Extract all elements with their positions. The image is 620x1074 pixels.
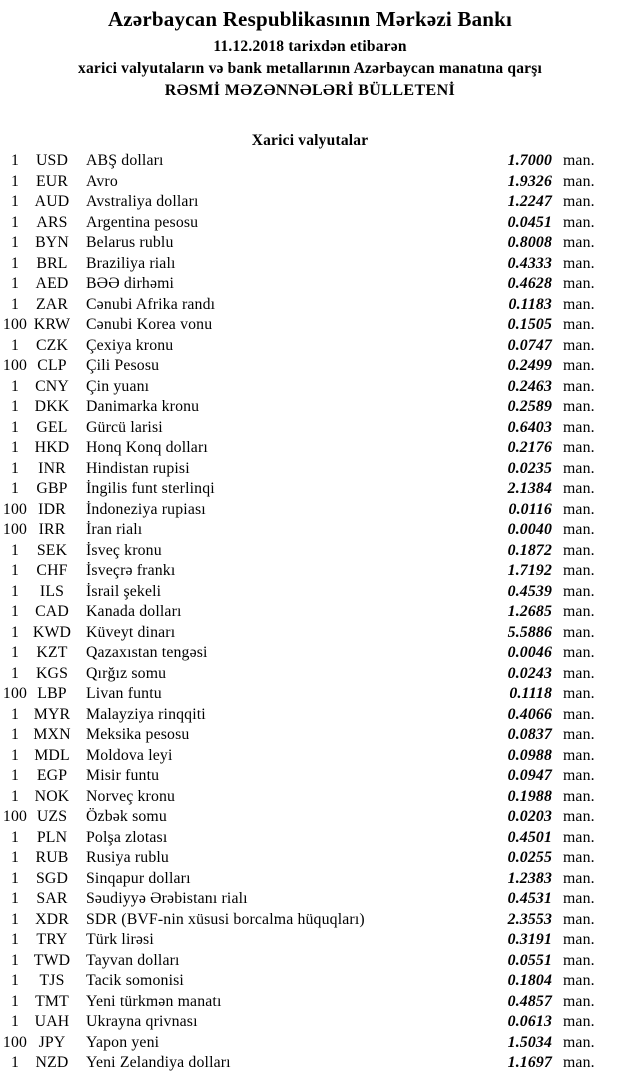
currency-quantity: 100 xyxy=(2,316,28,334)
currency-row xyxy=(0,971,620,992)
rate-value: 1.2383 xyxy=(507,869,552,887)
rate-value: 0.0988 xyxy=(507,746,552,764)
currency-quantity: 1 xyxy=(10,705,20,723)
rate-value: 0.1118 xyxy=(509,685,552,703)
currency-quantity: 1 xyxy=(10,213,20,231)
currency-name: Misir funtu xyxy=(86,767,160,785)
currency-name: Cənubi Afrika randı xyxy=(86,295,216,313)
currency-quantity: 1 xyxy=(10,480,20,498)
currency-row xyxy=(0,1033,620,1054)
bulletin-subtitle: xarici valyutaların və bank metallarının Azərbaycan manatına qarşı xyxy=(78,60,542,77)
currency-name: Livan funtu xyxy=(86,685,162,703)
currency-quantity: 1 xyxy=(10,172,20,190)
unit-label: man. xyxy=(563,664,595,682)
currency-code: ILS xyxy=(39,582,65,600)
currency-name: Yapon yeni xyxy=(86,1033,160,1051)
currency-row xyxy=(0,828,620,849)
currency-name: Tacik somonisi xyxy=(86,972,184,990)
unit-label: man. xyxy=(563,213,595,231)
currency-row xyxy=(0,910,620,931)
currency-quantity: 1 xyxy=(10,951,20,969)
currency-name: Meksika pesosu xyxy=(86,726,190,744)
rate-value: 0.1183 xyxy=(508,295,552,313)
currency-row xyxy=(0,992,620,1013)
currency-name: Özbək somu xyxy=(86,808,167,826)
currency-name: ABŞ dolları xyxy=(86,152,164,170)
currency-code: BYN xyxy=(35,234,69,252)
rate-value: 0.0243 xyxy=(507,664,552,682)
rate-value: 0.2463 xyxy=(507,377,552,395)
rate-value: 1.7192 xyxy=(507,562,552,580)
currency-quantity: 1 xyxy=(10,910,20,928)
currency-row xyxy=(0,192,620,213)
currency-row xyxy=(0,1053,620,1074)
currency-code: LBP xyxy=(37,685,67,703)
currency-row xyxy=(0,377,620,398)
unit-label: man. xyxy=(563,480,595,498)
rate-value: 0.2176 xyxy=(507,439,552,457)
rate-value: 5.5886 xyxy=(507,623,552,641)
unit-label: man. xyxy=(563,1033,595,1051)
currency-row xyxy=(0,889,620,910)
currency-name: Belarus rublu xyxy=(86,234,174,252)
bank-title: Azərbaycan Respublikasının Mərkəzi Bankı xyxy=(107,7,513,31)
currency-row xyxy=(0,602,620,623)
currency-quantity: 1 xyxy=(10,439,20,457)
rate-value: 1.5034 xyxy=(507,1033,552,1051)
currency-code: UAH xyxy=(34,1013,70,1031)
currency-quantity: 1 xyxy=(10,849,20,867)
currency-code: CNY xyxy=(35,377,69,395)
currency-quantity: 1 xyxy=(10,603,20,621)
currency-row xyxy=(0,951,620,972)
unit-label: man. xyxy=(563,172,595,190)
rate-value: 0.4628 xyxy=(507,275,552,293)
currency-code: TMT xyxy=(35,992,69,1010)
currency-code: MXN xyxy=(33,726,71,744)
unit-label: man. xyxy=(563,808,595,826)
rate-value: 0.1804 xyxy=(507,972,552,990)
currency-code: SGD xyxy=(35,869,69,887)
currency-row xyxy=(0,438,620,459)
currency-name: Rusiya rublu xyxy=(86,849,169,867)
effective-date: 11.12.2018 tarixdən etibarən xyxy=(213,38,407,55)
currency-quantity: 1 xyxy=(10,623,20,641)
currency-name: Ukrayna qrivnası xyxy=(86,1013,198,1031)
currency-quantity: 1 xyxy=(10,972,20,990)
rate-value: 0.0837 xyxy=(507,726,552,744)
rate-value: 0.0947 xyxy=(507,767,552,785)
currency-quantity: 1 xyxy=(10,275,20,293)
currency-row xyxy=(0,1012,620,1033)
currency-code: INR xyxy=(38,459,66,477)
currency-quantity: 1 xyxy=(10,890,20,908)
currency-code: NOK xyxy=(34,787,70,805)
currency-quantity: 1 xyxy=(10,644,20,662)
unit-label: man. xyxy=(563,931,595,949)
currency-code: KWD xyxy=(32,623,72,641)
currency-name: Küveyt dinarı xyxy=(86,623,176,641)
unit-label: man. xyxy=(563,500,595,518)
currency-code: KRW xyxy=(33,316,71,334)
currency-name: İran rialı xyxy=(86,521,143,539)
currency-quantity: 1 xyxy=(10,767,20,785)
currency-quantity: 1 xyxy=(10,992,20,1010)
currency-row xyxy=(0,479,620,500)
unit-label: man. xyxy=(563,418,595,436)
currency-code: AUD xyxy=(34,193,70,211)
currency-quantity: 100 xyxy=(2,357,28,375)
currency-quantity: 1 xyxy=(10,726,20,744)
currency-code: EUR xyxy=(35,172,69,190)
currency-code: TRY xyxy=(36,931,68,949)
rate-value: 0.0046 xyxy=(507,644,552,662)
currency-name: Sinqapur dolları xyxy=(86,869,191,887)
currency-row xyxy=(0,787,620,808)
currency-code: CAD xyxy=(35,603,69,621)
currency-quantity: 1 xyxy=(10,1054,20,1072)
currency-name: Türk lirəsi xyxy=(86,931,154,949)
currency-quantity: 1 xyxy=(10,931,20,949)
currency-name: İndoneziya rupiası xyxy=(86,500,206,518)
unit-label: man. xyxy=(563,521,595,539)
rate-value: 0.4531 xyxy=(507,890,552,908)
currency-code: IDR xyxy=(38,500,66,518)
currency-quantity: 1 xyxy=(10,459,20,477)
currency-name: Qırğız somu xyxy=(86,664,167,682)
currency-row xyxy=(0,746,620,767)
currency-name: Kanada dolları xyxy=(86,603,182,621)
currency-name: Argentina pesosu xyxy=(86,213,199,231)
rate-value: 0.2589 xyxy=(507,398,552,416)
currency-code: KGS xyxy=(35,664,69,682)
rate-value: 1.1697 xyxy=(507,1054,552,1072)
currency-quantity: 1 xyxy=(10,746,20,764)
currency-quantity: 1 xyxy=(10,418,20,436)
unit-label: man. xyxy=(563,562,595,580)
currency-code: CZK xyxy=(35,336,69,354)
currency-name: Yeni Zelandiya dolları xyxy=(86,1054,231,1072)
currency-code: XDR xyxy=(35,910,69,928)
currency-row xyxy=(0,356,620,377)
unit-label: man. xyxy=(563,972,595,990)
unit-label: man. xyxy=(563,439,595,457)
unit-label: man. xyxy=(563,398,595,416)
unit-label: man. xyxy=(563,992,595,1010)
currency-name: Malayziya rinqqiti xyxy=(86,705,206,723)
currency-code: IRR xyxy=(38,521,66,539)
currency-code: RUB xyxy=(35,849,69,867)
currency-code: MDL xyxy=(34,746,70,764)
currency-row xyxy=(0,520,620,541)
currency-name: Braziliya rialı xyxy=(86,254,176,272)
currency-code: GBP xyxy=(36,480,68,498)
rate-value: 0.2499 xyxy=(507,357,552,375)
rate-value: 0.3191 xyxy=(507,931,552,949)
rate-value: 0.8008 xyxy=(507,234,552,252)
currency-row xyxy=(0,315,620,336)
unit-label: man. xyxy=(563,193,595,211)
rate-value: 0.4501 xyxy=(507,828,552,846)
rate-value: 0.0613 xyxy=(507,1013,552,1031)
rate-value: 0.0116 xyxy=(508,500,552,518)
currency-name: Çili Pesosu xyxy=(86,357,160,375)
section-title-foreign-currencies: Xarici valyutalar xyxy=(251,132,369,149)
currency-row xyxy=(0,459,620,480)
currency-name: Moldova leyi xyxy=(86,746,173,764)
currency-row xyxy=(0,151,620,172)
currency-name: Avstraliya dolları xyxy=(86,193,199,211)
currency-row xyxy=(0,418,620,439)
currency-quantity: 1 xyxy=(10,787,20,805)
currency-quantity: 1 xyxy=(10,295,20,313)
currency-name: Gürcü larisi xyxy=(86,418,163,436)
currency-quantity: 100 xyxy=(2,1033,28,1051)
unit-label: man. xyxy=(563,746,595,764)
currency-quantity: 1 xyxy=(10,582,20,600)
currency-quantity: 1 xyxy=(10,562,20,580)
currency-row xyxy=(0,725,620,746)
currency-name: Səudiyyə Ərəbistanı rialı xyxy=(86,890,248,908)
rate-value: 0.0235 xyxy=(507,459,552,477)
currency-name: Honq Konq dolları xyxy=(86,439,208,457)
unit-label: man. xyxy=(563,541,595,559)
rate-value: 0.6403 xyxy=(507,418,552,436)
rate-value: 1.2685 xyxy=(507,603,552,621)
currency-code: SEK xyxy=(36,541,68,559)
currency-name: Polşa zlotası xyxy=(86,828,168,846)
currency-quantity: 100 xyxy=(2,500,28,518)
rate-value: 0.1988 xyxy=(507,787,552,805)
currency-code: MYR xyxy=(33,705,71,723)
rate-value: 2.3553 xyxy=(507,910,552,928)
unit-label: man. xyxy=(563,377,595,395)
currency-row xyxy=(0,766,620,787)
unit-label: man. xyxy=(563,767,595,785)
currency-quantity: 1 xyxy=(10,1013,20,1031)
unit-label: man. xyxy=(563,234,595,252)
rate-value: 0.0203 xyxy=(507,808,552,826)
currency-row xyxy=(0,541,620,562)
unit-label: man. xyxy=(563,685,595,703)
currency-name: SDR (BVF-nin xüsusi borcalma hüquqları) xyxy=(86,910,365,928)
currency-code: GEL xyxy=(36,418,68,436)
currency-name: Cənubi Korea vonu xyxy=(86,316,213,334)
currency-row xyxy=(0,561,620,582)
currency-name: Çin yuanı xyxy=(86,377,150,395)
unit-label: man. xyxy=(563,603,595,621)
unit-label: man. xyxy=(563,623,595,641)
currency-name: İngilis funt sterlinqi xyxy=(86,480,215,498)
unit-label: man. xyxy=(563,275,595,293)
currency-code: EGP xyxy=(36,767,68,785)
currency-row xyxy=(0,664,620,685)
currency-quantity: 100 xyxy=(2,808,28,826)
currency-code: ARS xyxy=(36,213,68,231)
unit-label: man. xyxy=(563,254,595,272)
currency-row xyxy=(0,397,620,418)
rate-value: 0.1872 xyxy=(507,541,552,559)
currency-name: Avro xyxy=(86,172,118,190)
currency-row xyxy=(0,930,620,951)
currency-code: SAR xyxy=(36,890,68,908)
currency-row xyxy=(0,623,620,644)
currency-quantity: 1 xyxy=(10,828,20,846)
currency-row xyxy=(0,807,620,828)
currency-row xyxy=(0,582,620,603)
unit-label: man. xyxy=(563,705,595,723)
currency-row xyxy=(0,254,620,275)
unit-label: man. xyxy=(563,295,595,313)
currency-row xyxy=(0,500,620,521)
currency-row xyxy=(0,705,620,726)
rate-value: 0.4539 xyxy=(507,582,552,600)
currency-quantity: 1 xyxy=(10,541,20,559)
currency-row xyxy=(0,684,620,705)
unit-label: man. xyxy=(563,890,595,908)
currency-row xyxy=(0,172,620,193)
unit-label: man. xyxy=(563,951,595,969)
rate-value: 0.4857 xyxy=(507,992,552,1010)
currency-quantity: 1 xyxy=(10,336,20,354)
currency-code: USD xyxy=(35,152,69,170)
currency-quantity: 100 xyxy=(2,685,28,703)
currency-row xyxy=(0,643,620,664)
currency-code: DKK xyxy=(34,398,70,416)
currency-code: AED xyxy=(35,275,69,293)
currency-row xyxy=(0,213,620,234)
currency-name: Norveç kronu xyxy=(86,787,176,805)
rate-value: 0.0551 xyxy=(507,951,552,969)
currency-quantity: 1 xyxy=(10,398,20,416)
currency-row xyxy=(0,295,620,316)
currency-code: NZD xyxy=(35,1054,69,1072)
unit-label: man. xyxy=(563,1054,595,1072)
currency-quantity: 1 xyxy=(10,152,20,170)
rate-value: 1.9326 xyxy=(507,172,552,190)
currency-code: HKD xyxy=(34,439,70,457)
bulletin-title: RƏSMİ MƏZƏNNƏLƏRİ BÜLLETENİ xyxy=(164,82,456,99)
currency-code: TWD xyxy=(33,951,71,969)
currency-quantity: 100 xyxy=(2,521,28,539)
currency-quantity: 1 xyxy=(10,254,20,272)
rate-value: 0.1505 xyxy=(507,316,552,334)
currency-code: ZAR xyxy=(35,295,69,313)
currency-row xyxy=(0,869,620,890)
currency-code: UZS xyxy=(36,808,68,826)
currency-name: Qazaxıstan tengəsi xyxy=(86,644,208,662)
currency-name: Hindistan rupisi xyxy=(86,459,190,477)
currency-code: JPY xyxy=(38,1033,66,1051)
rate-value: 1.2247 xyxy=(507,193,552,211)
rate-value: 1.7000 xyxy=(507,152,552,170)
currency-name: İsveç kronu xyxy=(86,541,162,559)
currency-code: BRL xyxy=(36,254,68,272)
unit-label: man. xyxy=(563,357,595,375)
currency-row xyxy=(0,233,620,254)
rate-value: 0.4333 xyxy=(507,254,552,272)
rate-value: 0.0255 xyxy=(507,849,552,867)
unit-label: man. xyxy=(563,1013,595,1031)
unit-label: man. xyxy=(563,459,595,477)
unit-label: man. xyxy=(563,152,595,170)
rate-value: 2.1384 xyxy=(507,480,552,498)
unit-label: man. xyxy=(563,336,595,354)
currency-name: Tayvan dolları xyxy=(86,951,180,969)
currency-quantity: 1 xyxy=(10,869,20,887)
currency-quantity: 1 xyxy=(10,234,20,252)
rate-value: 0.0451 xyxy=(507,213,552,231)
unit-label: man. xyxy=(563,910,595,928)
currency-name: İsveçrə frankı xyxy=(86,562,176,580)
currency-code: TJS xyxy=(39,972,65,990)
currency-name: Çexiya kronu xyxy=(86,336,174,354)
unit-label: man. xyxy=(563,582,595,600)
currency-quantity: 1 xyxy=(10,377,20,395)
currency-row xyxy=(0,274,620,295)
unit-label: man. xyxy=(563,316,595,334)
currency-row xyxy=(0,336,620,357)
unit-label: man. xyxy=(563,869,595,887)
currency-code: CLP xyxy=(37,357,67,375)
currency-quantity: 1 xyxy=(10,193,20,211)
currency-name: BƏƏ dirhəmi xyxy=(86,275,175,293)
currency-quantity: 1 xyxy=(10,664,20,682)
currency-name: Danimarka kronu xyxy=(86,398,200,416)
unit-label: man. xyxy=(563,726,595,744)
rate-value: 0.0040 xyxy=(507,521,552,539)
currency-code: PLN xyxy=(36,828,68,846)
rate-value: 0.4066 xyxy=(507,705,552,723)
unit-label: man. xyxy=(563,849,595,867)
currency-name: İsrail şekeli xyxy=(86,582,162,600)
currency-code: KZT xyxy=(36,644,68,662)
unit-label: man. xyxy=(563,787,595,805)
unit-label: man. xyxy=(563,644,595,662)
rate-value: 0.0747 xyxy=(507,336,552,354)
currency-name: Yeni türkmən manatı xyxy=(86,992,222,1010)
unit-label: man. xyxy=(563,828,595,846)
rates-table xyxy=(0,151,620,1074)
currency-code: CHF xyxy=(36,562,68,580)
currency-row xyxy=(0,848,620,869)
